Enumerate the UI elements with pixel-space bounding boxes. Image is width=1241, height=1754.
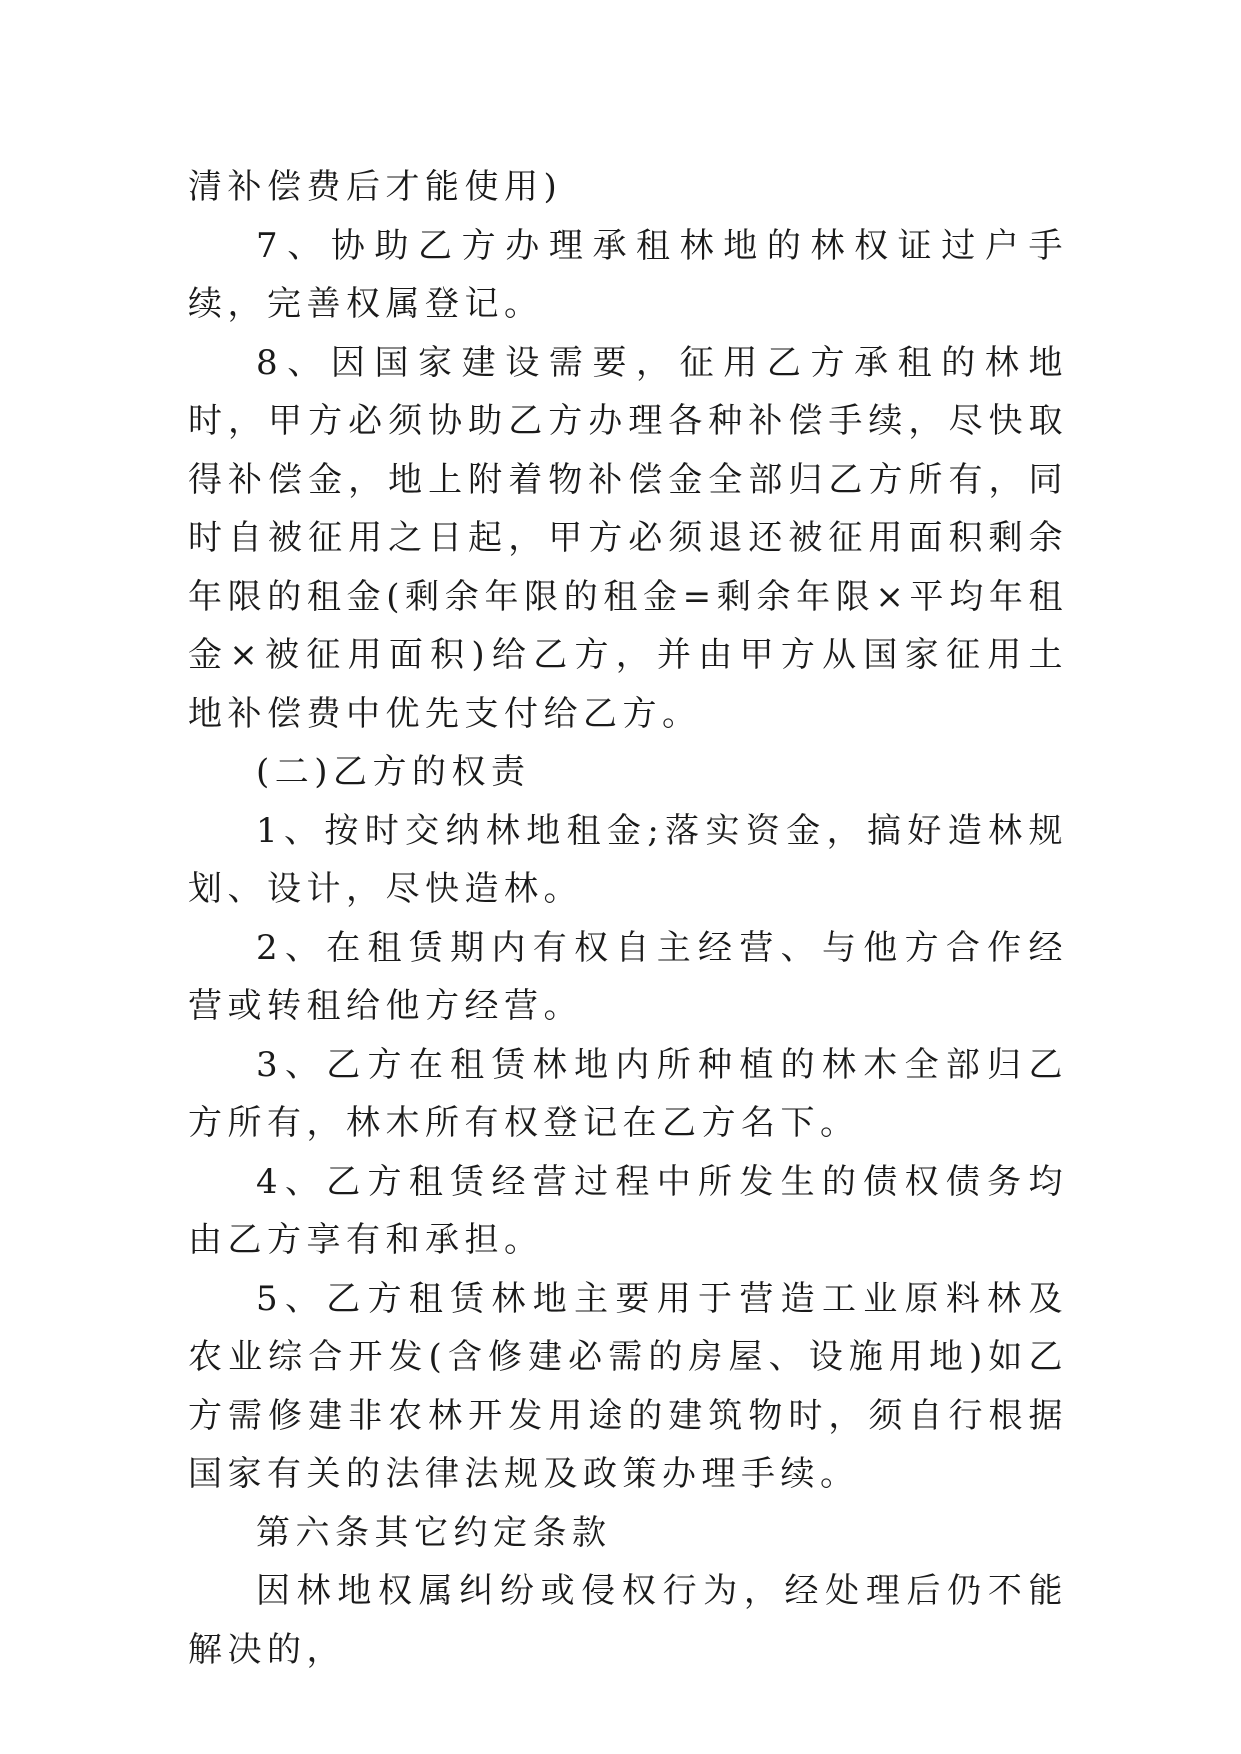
paragraph-article-6-start: 因林地权属纠纷或侵权行为，经处理后仍不能解决的，	[188, 1571, 1068, 1670]
paragraph-continuation: 清补偿费后才能使用)	[188, 167, 563, 207]
paragraph-item-8: 8、因国家建设需要，征用乙方承租的林地时，甲方必须协助乙方办理各种补偿手续，尽快取得补偿金，地上附着物补偿金全部归乙方所有，同时自被征用之日起，甲方必须退还被征用面积剩余年限的租金(剩余年限的租金=剩余年限×平均年租金×被征用面积)给乙方，并由甲方从国家征用土地补偿费中优先支付给乙方。	[188, 342, 1068, 734]
paragraph-b-item-4: 4、乙方租赁经营过程中所发生的债权债务均由乙方享有和承担。	[188, 1161, 1068, 1260]
section-heading-party-b-rights: (二)乙方的权责	[256, 752, 531, 792]
paragraph-b-item-5: 5、乙方租赁林地主要用于营造工业原料林及农业综合开发(含修建必需的房屋、设施用地)如乙方需修建非农林开发用途的建筑物时，须自行根据国家有关的法律法规及政策办理手续。	[188, 1278, 1068, 1494]
paragraph-b-item-1: 1、按时交纳林地租金;落实资金，搞好造林规划、设计，尽快造林。	[188, 810, 1068, 909]
document-body	[188, 158, 1068, 1679]
paragraph-b-item-2: 2、在租赁期内有权自主经营、与他方合作经营或转租给他方经营。	[188, 927, 1068, 1026]
paragraph-item-7: 7、协助乙方办理承租林地的林权证过户手续，完善权属登记。	[188, 225, 1068, 324]
paragraph-b-item-3: 3、乙方在租赁林地内所种植的林木全部归乙方所有，林木所有权登记在乙方名下。	[188, 1044, 1068, 1143]
article-6-heading: 第六条其它约定条款	[256, 1512, 612, 1553]
